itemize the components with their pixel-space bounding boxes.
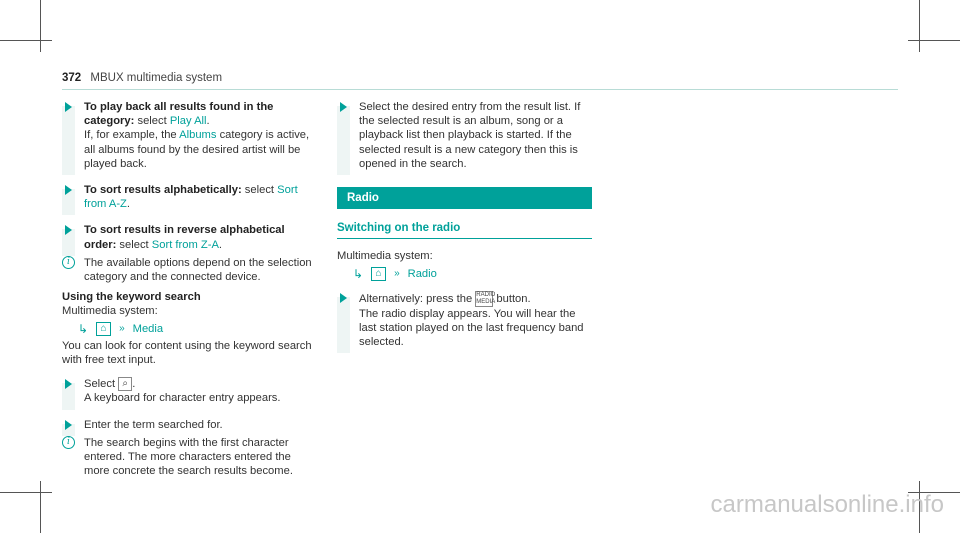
crop-mark bbox=[0, 492, 52, 493]
instruction-play-all: To play back all results found in the category: select Play All. If, for example, the Albums category is active, all albums found by the desired artist will be played back. bbox=[62, 100, 317, 171]
section-title: Switching on the radio bbox=[337, 221, 592, 239]
instruction-select-entry: Select the desired entry from the result list. If the selected result is an album, song or a playback list then playback is started. If the selected result is a new category then this is opened in the search. bbox=[337, 100, 592, 171]
instruction-sort-za: To sort results in reverse alphabetical order: select Sort from Z-A. bbox=[62, 223, 317, 251]
left-column bbox=[62, 100, 317, 482]
albums-link[interactable]: Albums bbox=[179, 129, 217, 142]
chevron-icon: » bbox=[119, 322, 125, 334]
crop-mark bbox=[0, 40, 52, 41]
search-icon[interactable]: ⌕ bbox=[118, 377, 132, 391]
page-header bbox=[62, 72, 222, 84]
right-column bbox=[337, 100, 592, 361]
menu-path-item[interactable]: Radio bbox=[407, 267, 437, 280]
system-label: Multimedia system: bbox=[337, 250, 433, 263]
menu-path bbox=[353, 267, 592, 281]
page-header-title: MBUX multimedia system bbox=[90, 72, 223, 84]
step-arrow-icon bbox=[65, 102, 72, 112]
crop-mark bbox=[919, 0, 920, 52]
instruction-sort-az: To sort results alphabetically: select Sort from A-Z. bbox=[62, 183, 317, 211]
info-icon: i bbox=[62, 436, 75, 449]
system-label: Multimedia system: bbox=[62, 305, 158, 318]
crop-mark bbox=[908, 40, 960, 41]
sort-za-link[interactable]: Sort from Z-A bbox=[151, 238, 219, 251]
section-subheading: Using the keyword search bbox=[62, 291, 201, 304]
instruction-radio-button: Alternatively: press the RADIO MEDIA button. The radio display appears. You will hear the last station played on the last frequency band selected. bbox=[337, 291, 592, 350]
play-all-link[interactable]: Play All bbox=[169, 115, 207, 128]
chapter-banner: Radio bbox=[337, 187, 592, 209]
menu-path bbox=[78, 322, 317, 336]
intro-text: You can look for content using the keyword search with free text input. bbox=[62, 339, 312, 367]
sort-az-link[interactable]: Sort from A-Z bbox=[84, 184, 298, 211]
radio-media-button-icon[interactable]: RADIO MEDIA bbox=[476, 291, 496, 305]
step-arrow-icon bbox=[65, 185, 72, 195]
info-note: i The search begins with the first character entered. The more characters entered the more concrete the search results become. bbox=[62, 436, 317, 479]
crop-mark bbox=[40, 0, 41, 52]
step-arrow-icon bbox=[65, 225, 72, 235]
menu-path-item[interactable]: Media bbox=[132, 322, 164, 335]
instruction-select-search: Select ⌕ . A keyboard for character entry appears. bbox=[62, 377, 317, 405]
path-arrow-icon: ↳ bbox=[353, 266, 364, 281]
header-rule bbox=[62, 89, 898, 90]
step-arrow-icon bbox=[65, 420, 72, 430]
info-note: i The available options depend on the selection category and the connected device. bbox=[62, 256, 317, 284]
page-number: 372 bbox=[62, 72, 82, 84]
step-arrow-icon bbox=[340, 293, 347, 303]
crop-mark bbox=[40, 481, 41, 533]
home-icon[interactable]: ⌂ bbox=[96, 322, 111, 336]
info-icon: i bbox=[62, 256, 75, 269]
watermark: carmanualsonline.info bbox=[710, 491, 944, 518]
chevron-icon: » bbox=[394, 267, 400, 279]
path-arrow-icon: ↳ bbox=[78, 321, 89, 336]
step-arrow-icon bbox=[65, 379, 72, 389]
instruction-enter-term: Enter the term searched for. bbox=[62, 418, 317, 432]
home-icon[interactable]: ⌂ bbox=[371, 267, 386, 281]
step-arrow-icon bbox=[340, 102, 347, 112]
